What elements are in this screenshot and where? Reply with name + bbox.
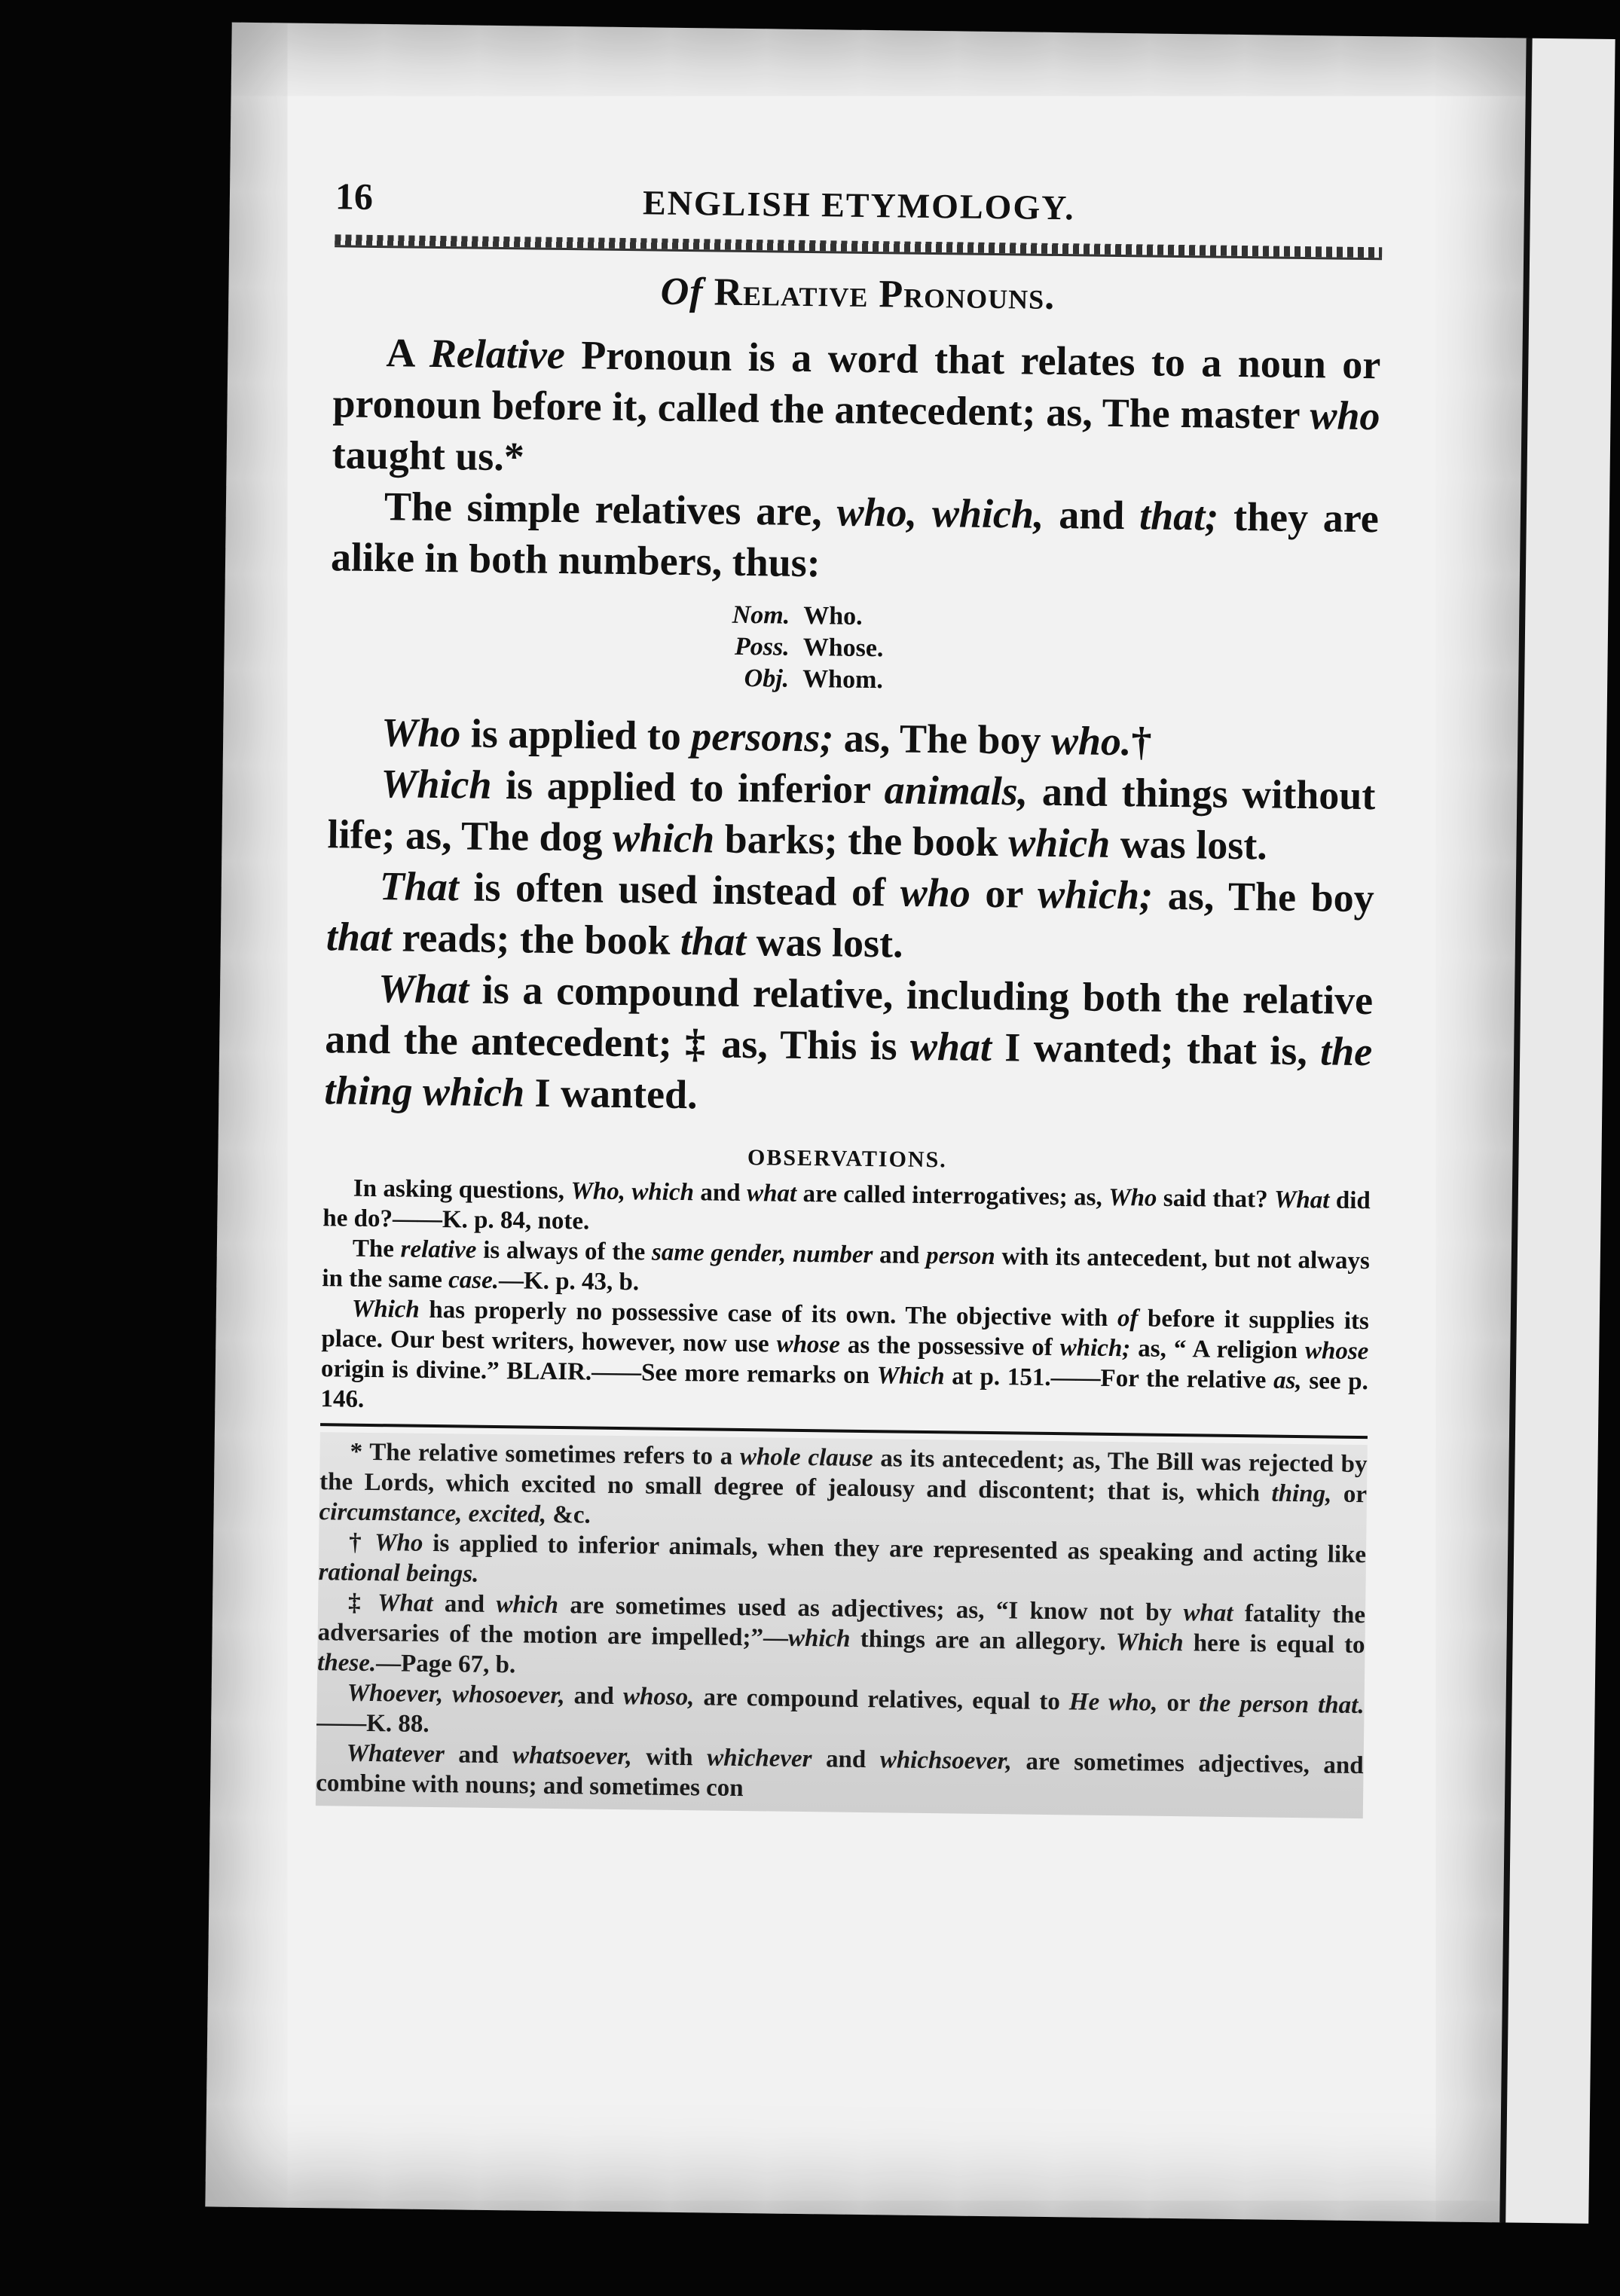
italic-run: the thing which <box>324 1028 1373 1116</box>
italic-run: thing, <box>1271 1479 1332 1508</box>
observations-heading: OBSERVATIONS. <box>747 1145 947 1173</box>
italic-run: whichever <box>706 1744 812 1773</box>
text-run: and <box>1044 491 1140 539</box>
footnote-double-dagger <box>317 1587 1365 1690</box>
text-run: The <box>352 1235 401 1263</box>
italic-run: Which <box>351 1295 420 1324</box>
italic-run: that <box>680 917 747 965</box>
italic-run: which <box>787 1624 851 1653</box>
italic-run: whichsoever, <box>879 1746 1013 1775</box>
italic-run: What <box>377 966 469 1012</box>
text-run: A <box>386 330 430 376</box>
text-run: and <box>873 1241 927 1269</box>
observation-3 <box>320 1293 1369 1427</box>
text-run: or <box>1157 1689 1200 1717</box>
text-run: as, The boy <box>1152 872 1375 921</box>
italic-run: which <box>612 814 715 862</box>
text-run: reads; the book <box>391 914 681 963</box>
text-run: as, The boy <box>833 715 1052 763</box>
italic-run: that; <box>1139 493 1219 539</box>
text-run: The simple relatives are, <box>384 484 837 535</box>
italic-run: whose <box>1304 1337 1369 1366</box>
text-run: before it supplies its place. Our best writers, however, now use <box>321 1305 1370 1358</box>
text-run: did he do?——K. p. 84, note. <box>322 1186 1371 1235</box>
declension-table <box>706 599 1377 702</box>
italic-run: as, <box>1273 1366 1302 1395</box>
italic-run: whole clause <box>739 1443 873 1473</box>
text-run: is applied to <box>460 710 692 759</box>
footnotes <box>316 1432 1368 1818</box>
italic-run: Which <box>876 1362 945 1391</box>
text-run: was lost. <box>1109 820 1268 869</box>
italic-run: which; <box>1037 871 1154 918</box>
text-run: are called interrogatives; as, <box>796 1180 1109 1211</box>
italic-run: Who <box>374 1529 423 1557</box>
italic-run: which; <box>1059 1334 1131 1363</box>
text-run: are sometimes adjectives, and combine with nouns; and sometimes con <box>316 1748 1364 1803</box>
italic-run: person <box>925 1241 995 1271</box>
text-run: and things without life; as, The dog <box>327 768 1376 860</box>
text-run: I wanted; that is, <box>991 1024 1321 1074</box>
italic-run: whatsoever, <box>512 1742 632 1771</box>
italic-run: which <box>496 1591 559 1620</box>
case-label: Nom. <box>732 600 790 630</box>
case-value: Whose. <box>802 633 884 663</box>
that-paragraph <box>326 859 1375 975</box>
text-run: as its antecedent; as, The Bill was rejected by the Lords, which excited no small degree of jealousy and discontent; that is, which <box>319 1445 1368 1507</box>
footnote-whatever <box>316 1738 1364 1811</box>
case-label: Poss. <box>734 632 790 661</box>
text-run: Pronoun is a word that relates to a noun or pronoun before it, called the antecedent; as, The master <box>332 332 1381 438</box>
text-run: is applied to inferior <box>491 762 885 813</box>
text-run: &c. <box>546 1501 591 1529</box>
italic-run: who. <box>1050 717 1132 765</box>
text-run: are compound relatives, equal to <box>694 1684 1070 1716</box>
text-run: or <box>1331 1480 1368 1509</box>
italic-run: Which <box>381 761 492 808</box>
text-run: is applied to inferior animals, when they are represented as speaking and acting like <box>423 1529 1367 1569</box>
text-run: with <box>631 1743 708 1772</box>
text-run: ‡ <box>347 1589 378 1617</box>
text-run: they are alike in both numbers, thus: <box>330 493 1380 586</box>
italic-run: persons; <box>691 713 834 761</box>
section-title-text: Relative Pronouns. <box>714 270 1056 318</box>
text-run: is always of the <box>476 1236 653 1266</box>
text-run: and <box>444 1741 513 1769</box>
definition-paragraph <box>332 326 1380 493</box>
text-run: fatality the adversaries of the motion are impelled;”— <box>317 1599 1366 1652</box>
section-title-prefix: Of <box>660 270 704 314</box>
text-run: as the possessive of <box>839 1331 1060 1362</box>
footnote-asterisk <box>319 1437 1367 1540</box>
italic-run: What <box>1273 1186 1330 1214</box>
italic-run: which <box>1007 820 1111 866</box>
section-title <box>334 265 1382 322</box>
case-value: Whom. <box>802 664 884 695</box>
italic-run: Who <box>381 710 461 756</box>
text-run: origin is divine.” BLAIR.——See more remarks on <box>320 1355 877 1390</box>
simple-relatives-paragraph <box>331 480 1380 595</box>
italic-run: who <box>900 869 971 916</box>
text-run: taught us.* <box>332 432 525 480</box>
what-paragraph <box>324 962 1373 1128</box>
italic-run: relative <box>400 1235 477 1264</box>
italic-run: Whoever, whosoever, <box>347 1679 565 1710</box>
italic-run: Which <box>1115 1629 1184 1657</box>
which-paragraph <box>327 757 1376 872</box>
italic-run: circumstance, excited, <box>319 1498 547 1528</box>
text-run: I wanted. <box>524 1070 698 1118</box>
italic-run: whoso, <box>622 1683 695 1711</box>
text-run: here is equal to <box>1183 1629 1365 1659</box>
text-run: and <box>433 1590 497 1619</box>
text-run: as, “ A religion <box>1130 1335 1306 1365</box>
italic-run: That <box>379 863 460 910</box>
italic-run: who, which, <box>836 489 1044 537</box>
italic-run: that <box>326 914 393 960</box>
book-leaf <box>205 23 1527 2223</box>
text-run: In asking questions, <box>353 1174 571 1205</box>
italic-run: Who <box>1108 1183 1157 1212</box>
text-run: * The relative sometimes refers to a <box>350 1438 741 1470</box>
italic-run: the person that. <box>1198 1690 1365 1720</box>
text-run: † <box>1131 719 1152 765</box>
text-run: and <box>812 1745 881 1774</box>
italic-run: what <box>909 1023 992 1070</box>
text-run: things are an allegory. <box>850 1625 1116 1656</box>
text-run: and <box>693 1179 747 1208</box>
italic-run: what <box>1183 1599 1233 1627</box>
text-run: are sometimes used as adjectives; as, “I know not by <box>558 1592 1184 1627</box>
italic-run: whose <box>776 1330 841 1359</box>
text-run: said that? <box>1157 1184 1275 1214</box>
italic-run: rational beings. <box>318 1559 479 1588</box>
text-run: is often used instead of <box>458 864 901 915</box>
text-run: see p. 146. <box>320 1367 1369 1413</box>
case-value: Who. <box>802 601 863 630</box>
text-run: was lost. <box>745 919 903 966</box>
italic-run: these. <box>316 1649 377 1678</box>
text-run: is a compound relative, including both the relative and the antecedent; ‡ as, This is <box>324 966 1374 1069</box>
page-number: 16 <box>335 175 374 218</box>
italic-run: Who, which <box>570 1177 695 1207</box>
text-run: and <box>564 1682 624 1711</box>
text-run: with its antecedent, but not always in the same <box>322 1243 1371 1294</box>
text-run: barks; the book <box>714 816 1009 866</box>
text-run: has properly no possessive case of its own. The objective with <box>419 1296 1118 1333</box>
italic-run: same gender, number <box>651 1238 873 1269</box>
text-run: —K. p. 43, b. <box>498 1267 640 1296</box>
case-label: Obj. <box>744 664 790 693</box>
page-content <box>316 174 1383 1818</box>
italic-run: animals, <box>884 767 1029 814</box>
text-run: † <box>348 1528 375 1557</box>
italic-run: He who, <box>1068 1688 1158 1717</box>
italic-run: of <box>1117 1305 1139 1333</box>
text-run: at p. 151.——For the relative <box>944 1363 1274 1394</box>
text-run: —Page 67, b. <box>375 1650 516 1679</box>
text-run: or <box>970 870 1038 917</box>
italic-run: Whatever <box>346 1739 445 1769</box>
running-title: ENGLISH ETYMOLOGY. <box>642 183 1075 227</box>
italic-run: who <box>1310 392 1380 439</box>
text-run: ——K. 88. <box>316 1709 429 1738</box>
italic-run: Relative <box>429 330 566 378</box>
italic-run: What <box>377 1589 433 1618</box>
italic-run: what <box>746 1180 797 1208</box>
italic-run: case. <box>448 1266 500 1295</box>
